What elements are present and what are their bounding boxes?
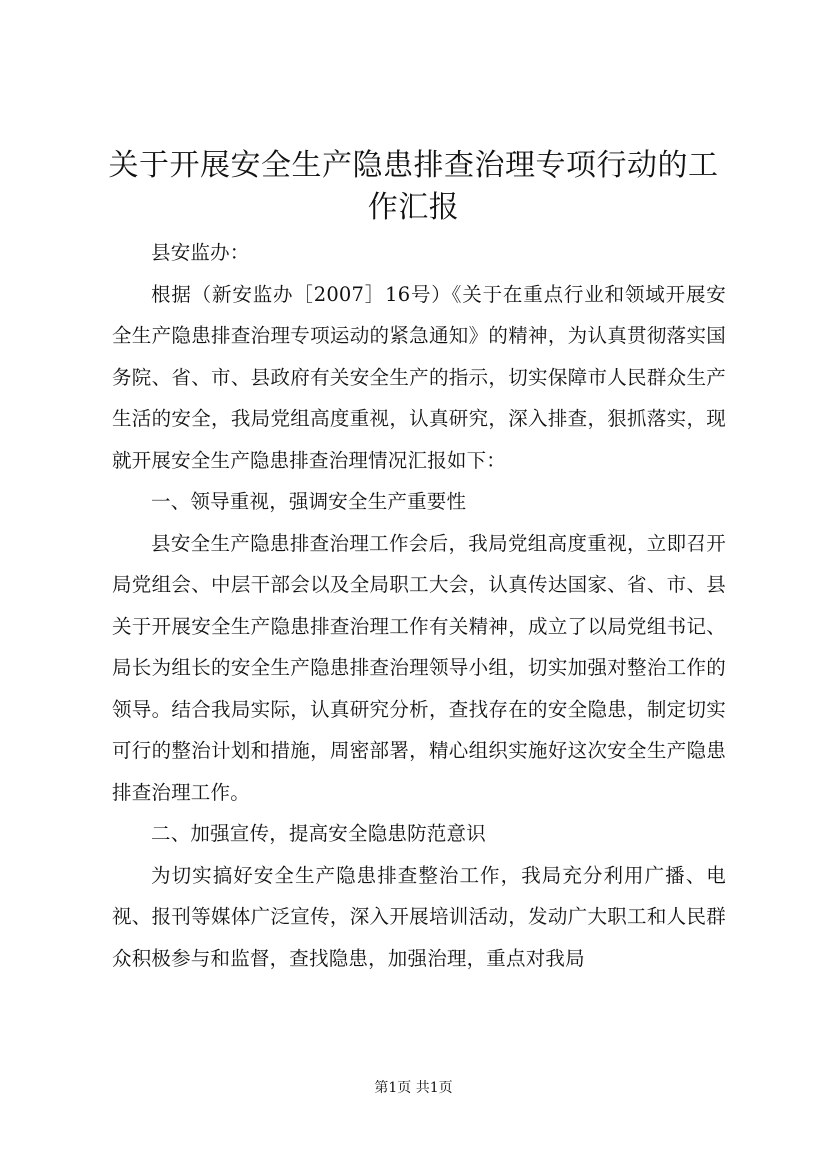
document-body [112, 232, 726, 979]
section-paragraph-1: 县安全生产隐患排查治理工作会后，我局党组高度重视，立即召开局党组会、中层干部会以及全局职工大会，认真传达国家、省、市、县关于开展安全生产隐患排查治理工作有关精神，成立了以局党组书记、局长为组长的安全生产隐患排查治理领导小组，切实加强对整治工作的领导。结合我局实际，认真研究分析，查找存在的安全隐患，制定切实可行的整治计划和措施，周密部署，精心组织实施好这次安全生产隐患排查治理工作。 [112, 531, 726, 804]
document-title: 关于开展安全生产隐患排查治理专项行动的工作汇报 [108, 148, 719, 225]
salutation: 县安监办： [151, 241, 250, 264]
section-heading-1: 一、领导重视，强调安全生产重要性 [151, 490, 467, 513]
section-heading-2: 二、加强宣传，提高安全隐患防范意识 [151, 822, 486, 845]
page-footer: 第1页 共1页 [374, 1080, 453, 1096]
intro-paragraph: 根据（新安监办［2007］16号）《关于在重点行业和领域开展安全生产隐患排查治理专项运动的紧急通知》的精神，为认真贯彻落实国务院、省、市、县政府有关安全生产的指示，切实保障市人民群众生产生活的安全，我局党组高度重视，认真研究，深入排查，狠抓落实，现就开展安全生产隐患排查治理情况汇报如下： [112, 282, 726, 472]
section-paragraph-2: 为切实搞好安全生产隐患排查整治工作，我局充分利用广播、电视、报刊等媒体广泛宣传，深入开展培训活动，发动广大职工和人民群众积极参与和监督，查找隐患，加强治理，重点对我局 [112, 863, 726, 970]
